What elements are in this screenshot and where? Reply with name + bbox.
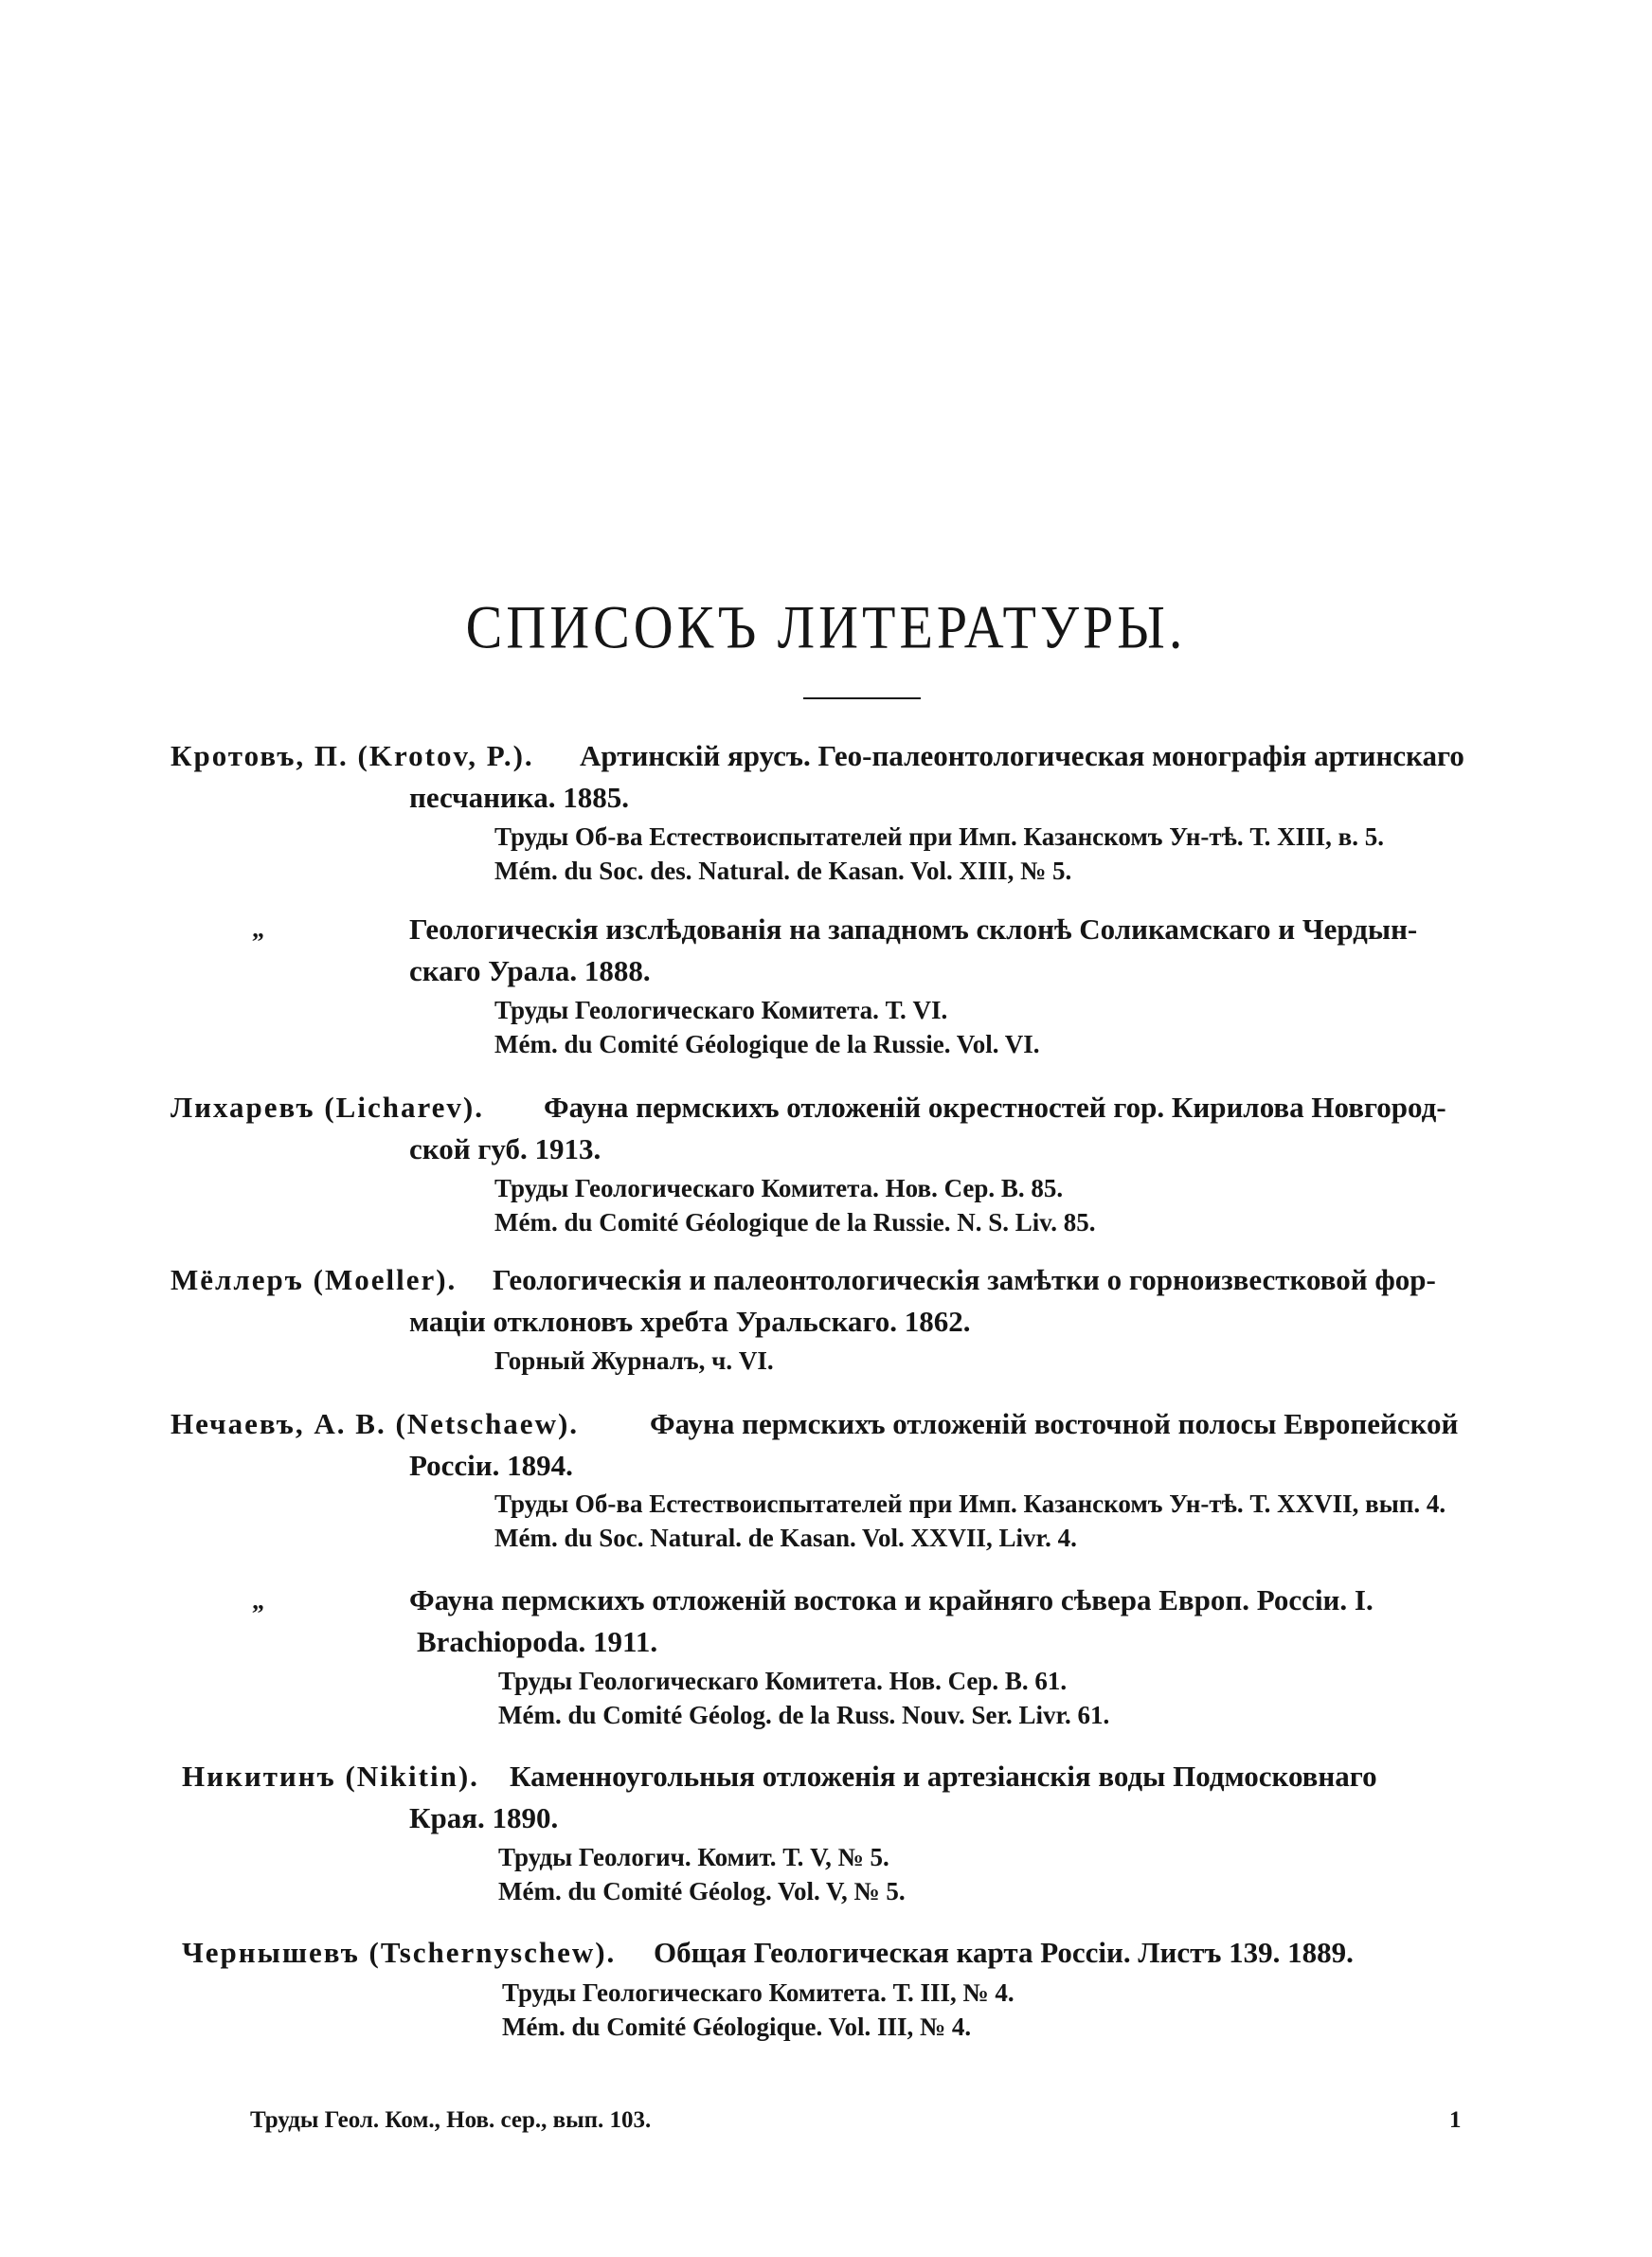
entry-author: Чернышевъ (Tschernyschew).	[182, 1936, 617, 1969]
entry-title-line: Геологическія изслѣдованія на западномъ склонѣ Соликамскаго и Чердын-	[409, 912, 1418, 946]
entry-title-line: маціи отклоновъ хребта Уральскаго. 1862.	[409, 1305, 971, 1338]
footer-source: Труды Геол. Ком., Нов. сер., вып. 103.	[250, 2107, 652, 2133]
entry-title-line: песчаника. 1885.	[409, 781, 629, 814]
entry-title-line: Каменноугольныя отложенія и артезіанскія воды Подмосковнаго	[510, 1760, 1377, 1793]
entry-reference-fr: Mém. du Comité Géologique de la Russie. Vol. VI.	[494, 1030, 1040, 1058]
entry-reference-fr: Mém. du Comité Géologique. Vol. III, № 4.	[502, 2013, 972, 2041]
entry-reference-ru: Труды Об-ва Естествоиспытателей при Имп. Казанскомъ Ун-тѣ. Т. XXVII, вып. 4.	[494, 1490, 1446, 1518]
page-number: 1	[1449, 2107, 1462, 2133]
entry-title-line: Фауна пермскихъ отложеній восточной полосы Европейской	[650, 1407, 1459, 1440]
entry-reference-fr: Mém. du Comité Géologique de la Russie. N. S. Liv. 85.	[494, 1208, 1096, 1237]
entry-reference-fr: Mém. du Soc. des. Natural. de Kasan. Vol. XIII, № 5.	[494, 857, 1072, 885]
entry-author: Лихаревъ (Licharev).	[171, 1091, 484, 1124]
entry-title-line: ской губ. 1913.	[409, 1132, 602, 1165]
entry-author: Никитинъ (Nikitin).	[182, 1760, 479, 1793]
entry-title-line: Россіи. 1894.	[409, 1449, 573, 1482]
entry-title-line: скаго Урала. 1888.	[409, 954, 651, 987]
page-title: СПИСОКЪ ЛИТЕРАТУРЫ.	[465, 592, 1187, 661]
entry-title-line: Геологическія и палеонтологическія замѣтки о горноизвестковой фор-	[493, 1263, 1436, 1296]
entry-title-line: Фауна пермскихъ отложеній окрестностей гор. Кирилова Новгород-	[544, 1091, 1446, 1124]
entry-reference-ru: Труды Геологическаго Комитета. Т. III, № 4.	[502, 1978, 1015, 2007]
entry-reference-ru: Горный Журналъ, ч. VI.	[494, 1346, 774, 1375]
entry-reference-fr: Mém. du Comité Géolog. Vol. V, № 5.	[498, 1877, 906, 1905]
entry-reference-fr: Mém. du Comité Géolog. de la Russ. Nouv. Ser. Livr. 61.	[498, 1701, 1110, 1729]
title-divider	[803, 697, 921, 699]
entry-reference-ru: Труды Геологическаго Комитета. Нов. Сер. В. 85.	[494, 1174, 1064, 1202]
ditto-mark: „	[252, 1587, 264, 1615]
entry-title-line: Края. 1890.	[409, 1801, 559, 1834]
entry-title-line: Артинскій ярусъ. Гео-палеонтологическая монографія артинскаго	[580, 739, 1464, 772]
entry-reference-ru: Труды Геологическаго Комитета. Нов. Сер. В. 61.	[498, 1667, 1068, 1695]
entry-title-line: Фауна пермскихъ отложеній востока и крайняго сѣвера Европ. Россіи. I.	[409, 1583, 1374, 1616]
entry-reference-fr: Mém. du Soc. Natural. de Kasan. Vol. XXVII, Livr. 4.	[494, 1524, 1077, 1552]
entry-author: Кротовъ, П. (Krotov, P.).	[171, 739, 534, 772]
entry-reference-ru: Труды Об-ва Естествоиспытателей при Имп. Казанскомъ Ун-тѣ. Т. XIII, в. 5.	[494, 822, 1385, 851]
entry-author: Мёллеръ (Moeller).	[171, 1263, 458, 1296]
entry-reference-ru: Труды Геологич. Комит. Т. V, № 5.	[498, 1843, 889, 1871]
ditto-mark: „	[252, 915, 264, 943]
entry-reference-ru: Труды Геологическаго Комитета. Т. VI.	[494, 996, 948, 1024]
entry-author: Нечаевъ, А. В. (Netschaew).	[171, 1407, 580, 1440]
entry-title-line: Brachiopoda. 1911.	[417, 1625, 658, 1658]
entry-title-line: Общая Геологическая карта Россіи. Листъ 139. 1889.	[654, 1936, 1354, 1969]
